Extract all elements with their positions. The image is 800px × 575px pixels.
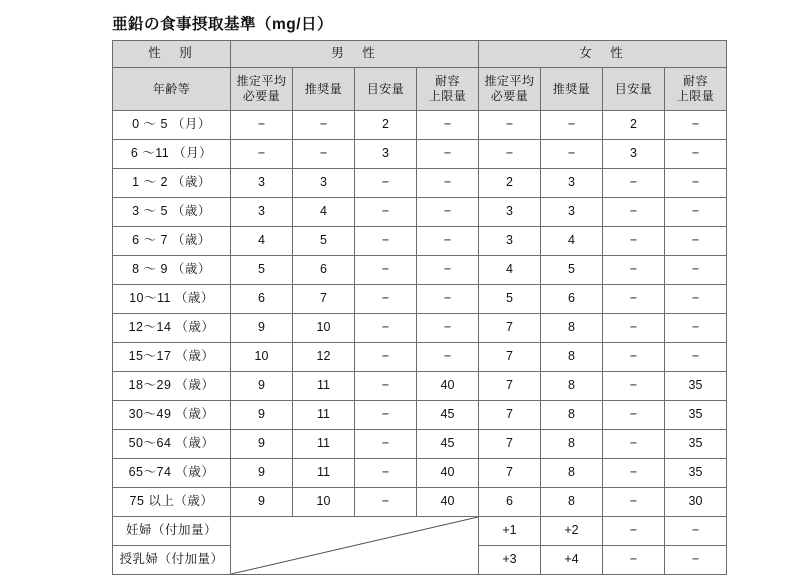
header-male-ai: 目安量 [355,68,417,111]
cell-male-ear: 9 [231,459,293,488]
cell-female-rda: 6 [541,285,603,314]
header-female-ul-line2: 上限量 [676,89,715,103]
cell-male-ear: 6 [231,285,293,314]
cell-female-rda: 8 [541,430,603,459]
nutrient-table-container [112,40,727,575]
header-male-ul-line2: 上限量 [428,89,467,103]
header-female-rda: 推奨量 [541,68,603,111]
cell-male-ul: − [417,111,479,140]
header-male-ear-line2: 必要量 [242,89,281,103]
cell-male-rda: 11 [293,459,355,488]
row-age-label: 30〜49 （歳） [113,401,231,430]
table-row [113,430,727,459]
row-age-label: 授乳婦（付加量） [113,546,231,575]
header-female-ul [665,68,727,111]
cell-male-rda: 7 [293,285,355,314]
table-header [113,41,727,111]
cell-female-ear: +3 [479,546,541,575]
cell-female-ai: − [603,546,665,575]
cell-male-ul: 40 [417,488,479,517]
table-row [113,285,727,314]
cell-female-ai: 2 [603,111,665,140]
row-age-label: 3 〜 5 （歳） [113,198,231,227]
cell-female-ul: 35 [665,430,727,459]
cell-female-rda: +2 [541,517,603,546]
cell-male-ul: 45 [417,430,479,459]
cell-female-ai: − [603,517,665,546]
row-age-label: 50〜64 （歳） [113,430,231,459]
table-row [113,314,727,343]
cell-female-ul: 35 [665,401,727,430]
table-row [113,169,727,198]
header-male-rda: 推奨量 [293,68,355,111]
cell-female-ul: − [665,198,727,227]
table-row [113,488,727,517]
cell-male-rda: 5 [293,227,355,256]
cell-female-ear: 7 [479,314,541,343]
diagonal-strike-line [231,517,478,574]
cell-female-rda: 3 [541,198,603,227]
row-age-label: 65〜74 （歳） [113,459,231,488]
cell-female-ear: − [479,111,541,140]
cell-female-ear: 7 [479,459,541,488]
row-age-label: 10〜11 （歳） [113,285,231,314]
cell-male-ai: − [355,169,417,198]
cell-male-ai: 3 [355,140,417,169]
cell-male-ear: − [231,111,293,140]
cell-female-ul: 35 [665,372,727,401]
cell-male-ul: 40 [417,372,479,401]
cell-female-ai: − [603,343,665,372]
cell-male-ear: 9 [231,488,293,517]
table-row [113,459,727,488]
cell-female-ear: 4 [479,256,541,285]
row-age-label: 妊婦（付加量） [113,517,231,546]
header-row-metrics [113,68,727,111]
table-row [113,372,727,401]
cell-male-ear: 9 [231,314,293,343]
header-female-ear-line2: 必要量 [490,89,529,103]
row-age-label: 18〜29 （歳） [113,372,231,401]
cell-female-ear: 7 [479,343,541,372]
header-female-ear-line1: 推定平均 [484,74,535,88]
cell-male-ear: 9 [231,401,293,430]
cell-female-rda: 4 [541,227,603,256]
cell-male-ul: − [417,198,479,227]
row-age-label: 6 〜 7 （歳） [113,227,231,256]
table-row [113,401,727,430]
cell-female-rda: − [541,140,603,169]
cell-male-ul: 40 [417,459,479,488]
cell-female-ear: 6 [479,488,541,517]
cell-male-ear: 3 [231,198,293,227]
page-title: 亜鉛の食事摂取基準（mg/日） [112,16,334,33]
cell-female-ai: − [603,459,665,488]
cell-male-ul: − [417,227,479,256]
table-row-pregnant [113,517,727,546]
cell-male-ul: − [417,314,479,343]
cell-male-rda: 10 [293,314,355,343]
cell-male-ear: 9 [231,372,293,401]
cell-male-ear: 5 [231,256,293,285]
header-female-ai: 目安量 [603,68,665,111]
cell-female-ear: +1 [479,517,541,546]
cell-female-ul: − [665,227,727,256]
cell-female-ul: − [665,169,727,198]
cell-male-rda: 6 [293,256,355,285]
cell-female-ul: 35 [665,459,727,488]
cell-female-ear: 3 [479,198,541,227]
cell-female-rda: 3 [541,169,603,198]
cell-female-ul: − [665,343,727,372]
cell-male-rda: 12 [293,343,355,372]
cell-male-rda: 3 [293,169,355,198]
male-not-applicable-cell [231,517,479,575]
cell-female-ai: − [603,401,665,430]
cell-female-ear: 2 [479,169,541,198]
cell-female-ai: − [603,169,665,198]
cell-female-ul: − [665,285,727,314]
header-group-male: 男 性 [231,41,479,68]
cell-female-rda: 8 [541,401,603,430]
cell-male-ul: − [417,140,479,169]
header-group-female: 女 性 [479,41,727,68]
cell-male-ai: − [355,314,417,343]
header-male-ear [231,68,293,111]
cell-female-ear: 5 [479,285,541,314]
cell-female-ear: 7 [479,372,541,401]
cell-female-ear: 7 [479,430,541,459]
table-row [113,256,727,285]
header-female-ear [479,68,541,111]
cell-female-ai: − [603,256,665,285]
cell-female-ai: − [603,488,665,517]
header-age-label: 年齢等 [113,68,231,111]
cell-female-rda: 5 [541,256,603,285]
cell-male-rda: 11 [293,372,355,401]
cell-male-ai: − [355,459,417,488]
cell-male-ear: 4 [231,227,293,256]
cell-male-ai: − [355,343,417,372]
cell-male-ear: 10 [231,343,293,372]
cell-male-ai: − [355,488,417,517]
cell-male-ai: − [355,372,417,401]
cell-female-ul: − [665,111,727,140]
cell-male-ul: − [417,285,479,314]
cell-male-rda: − [293,111,355,140]
cell-male-ai: − [355,430,417,459]
cell-female-rda: 8 [541,314,603,343]
cell-female-ul: − [665,546,727,575]
cell-female-ul: − [665,256,727,285]
row-age-label: 6 〜11 （月） [113,140,231,169]
cell-female-rda: 8 [541,488,603,517]
cell-male-ai: − [355,256,417,285]
cell-male-ai: − [355,401,417,430]
cell-female-rda: 8 [541,343,603,372]
header-sex-label: 性 別 [113,41,231,68]
table-row [113,198,727,227]
header-male-ul-line1: 耐容 [434,74,460,88]
cell-male-ul: 45 [417,401,479,430]
cell-male-rda: − [293,140,355,169]
table-row [113,111,727,140]
cell-female-ai: − [603,227,665,256]
cell-female-ul: − [665,314,727,343]
table-body [113,111,727,575]
cell-male-rda: 11 [293,401,355,430]
cell-female-ul: 30 [665,488,727,517]
row-age-label: 75 以上（歳） [113,488,231,517]
nutrient-table [112,40,727,575]
cell-female-ai: − [603,314,665,343]
cell-male-rda: 11 [293,430,355,459]
cell-male-ai: 2 [355,111,417,140]
header-male-ear-line1: 推定平均 [236,74,287,88]
cell-male-ai: − [355,285,417,314]
cell-female-ai: 3 [603,140,665,169]
cell-female-ai: − [603,198,665,227]
cell-male-ul: − [417,343,479,372]
cell-female-rda: 8 [541,459,603,488]
cell-female-ai: − [603,285,665,314]
cell-female-rda: 8 [541,372,603,401]
cell-male-ai: − [355,227,417,256]
row-age-label: 8 〜 9 （歳） [113,256,231,285]
cell-male-ai: − [355,198,417,227]
row-age-label: 1 〜 2 （歳） [113,169,231,198]
table-row [113,343,727,372]
cell-female-ear: 7 [479,401,541,430]
row-age-label: 12〜14 （歳） [113,314,231,343]
cell-female-ai: − [603,372,665,401]
header-female-ul-line1: 耐容 [682,74,708,88]
cell-female-ul: − [665,517,727,546]
cell-female-ul: − [665,140,727,169]
cell-male-ul: − [417,169,479,198]
cell-female-ear: − [479,140,541,169]
cell-male-ear: 3 [231,169,293,198]
row-age-label: 15〜17 （歳） [113,343,231,372]
table-row [113,140,727,169]
table-row [113,227,727,256]
header-male-ul [417,68,479,111]
cell-male-ear: 9 [231,430,293,459]
cell-male-rda: 10 [293,488,355,517]
cell-male-ear: − [231,140,293,169]
cell-female-ai: − [603,430,665,459]
cell-male-ul: − [417,256,479,285]
cell-male-rda: 4 [293,198,355,227]
cell-female-rda: − [541,111,603,140]
cell-female-rda: +4 [541,546,603,575]
header-row-sex [113,41,727,68]
row-age-label: 0 〜 5 （月） [113,111,231,140]
cell-female-ear: 3 [479,227,541,256]
